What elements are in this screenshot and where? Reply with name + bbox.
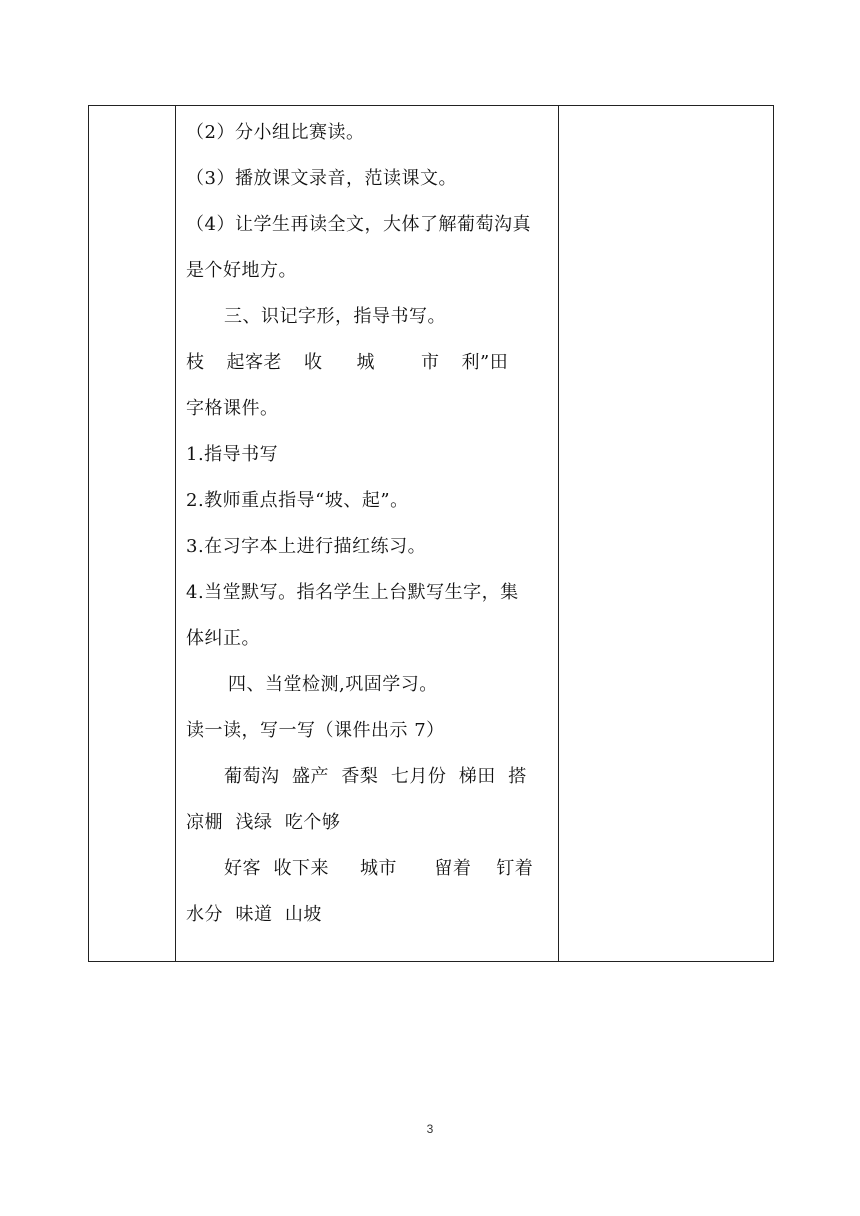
step-line: 读一读，写一写（课件出示 7） xyxy=(186,720,445,741)
lesson-content xyxy=(176,106,558,938)
table-row xyxy=(89,106,774,962)
word-list-line: 凉棚 浅绿 吃个够 xyxy=(186,812,341,833)
step-line: 是个好地方。 xyxy=(186,260,297,281)
char-item: 收 xyxy=(304,352,323,373)
word-list-line: 好客 收下来 城市 留着 钉着 xyxy=(224,858,534,879)
step-line: 4.当堂默写。指名学生上台默写生字，集 xyxy=(186,582,519,603)
char-item: 起客老 xyxy=(226,352,282,373)
page-number: 3 xyxy=(426,1122,434,1136)
lesson-plan-table xyxy=(88,105,774,962)
left-column-cell xyxy=(89,106,176,962)
word-list-line: 水分 味道 山坡 xyxy=(186,904,322,925)
step-line: 字格课件。 xyxy=(186,398,279,419)
step-line: 1.指导书写 xyxy=(186,444,279,465)
notes-column-cell xyxy=(559,106,774,962)
content-column-cell xyxy=(176,106,559,962)
step-line: 3.在习字本上进行描红练习。 xyxy=(186,536,427,557)
step-line: 2.教师重点指导“坡、起”。 xyxy=(186,490,409,511)
section-heading: 三、识记字形，指导书写。 xyxy=(224,306,446,327)
char-item: 枝 xyxy=(186,352,205,373)
char-item: 市 xyxy=(421,352,440,373)
character-list xyxy=(186,340,552,386)
step-line: （4）让学生再读全文，大体了解葡萄沟真 xyxy=(186,214,531,235)
char-item: 利”田 xyxy=(461,352,509,373)
char-item: 城 xyxy=(356,352,375,373)
step-line: （2）分小组比赛读。 xyxy=(186,122,365,143)
step-line: （3）播放课文录音，范读课文。 xyxy=(186,168,457,189)
section-heading: 四、当堂检测,巩固学习。 xyxy=(228,674,438,695)
word-list-line: 葡萄沟 盛产 香梨 七月份 梯田 搭 xyxy=(224,766,527,787)
step-line: 体纠正。 xyxy=(186,628,260,649)
